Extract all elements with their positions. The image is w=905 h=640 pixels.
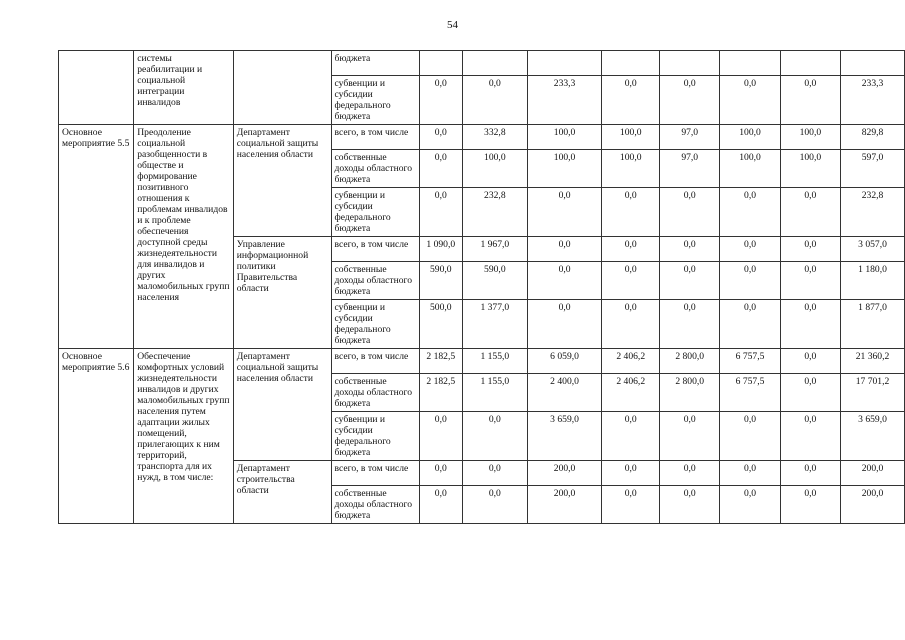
value-cell: 100,0 — [462, 150, 527, 188]
value-cell: 0,0 — [602, 461, 660, 486]
value-cell: 0,0 — [720, 188, 780, 237]
value-cell: 0,0 — [462, 76, 527, 125]
measure-title-cell: системы реабилитации и социальной интеграции инвалидов — [134, 51, 234, 125]
value-cell: 0,0 — [602, 486, 660, 524]
value-cell: 100,0 — [602, 150, 660, 188]
value-cell: 0,0 — [660, 262, 720, 300]
funding-source-cell: собственные доходы областного бюджета — [331, 374, 419, 412]
value-cell: 232,8 — [462, 188, 527, 237]
value-cell — [660, 51, 720, 76]
value-cell: 2 800,0 — [660, 349, 720, 374]
value-cell: 6 059,0 — [527, 349, 602, 374]
value-cell: 590,0 — [419, 262, 462, 300]
funding-source-cell: всего, в том числе — [331, 125, 419, 150]
executor-cell: Департамент социальной защиты населения области — [233, 349, 331, 461]
value-cell: 0,0 — [527, 300, 602, 349]
value-cell: 100,0 — [527, 150, 602, 188]
value-cell — [720, 51, 780, 76]
value-cell: 2 182,5 — [419, 374, 462, 412]
value-cell: 0,0 — [780, 237, 840, 262]
value-cell: 1 155,0 — [462, 374, 527, 412]
value-cell — [419, 51, 462, 76]
value-cell: 17 701,2 — [841, 374, 905, 412]
table-row — [59, 51, 905, 76]
executor-cell — [233, 51, 331, 125]
value-cell — [780, 51, 840, 76]
value-cell: 100,0 — [780, 125, 840, 150]
value-cell: 0,0 — [419, 150, 462, 188]
value-cell: 2 406,2 — [602, 349, 660, 374]
value-cell: 233,3 — [841, 76, 905, 125]
value-cell: 0,0 — [419, 76, 462, 125]
funding-source-cell: собственные доходы областного бюджета — [331, 486, 419, 524]
funding-source-cell: субвенции и субсидии федерального бюджета — [331, 300, 419, 349]
executor-cell: Департамент социальной защиты населения области — [233, 125, 331, 237]
table-row — [59, 125, 905, 150]
value-cell: 0,0 — [780, 349, 840, 374]
value-cell: 100,0 — [527, 125, 602, 150]
value-cell: 0,0 — [660, 76, 720, 125]
value-cell: 597,0 — [841, 150, 905, 188]
value-cell: 500,0 — [419, 300, 462, 349]
funding-source-cell: собственные доходы областного бюджета — [331, 262, 419, 300]
value-cell — [602, 51, 660, 76]
value-cell: 0,0 — [419, 486, 462, 524]
value-cell: 6 757,5 — [720, 374, 780, 412]
value-cell: 0,0 — [720, 412, 780, 461]
value-cell: 0,0 — [602, 262, 660, 300]
value-cell: 0,0 — [602, 237, 660, 262]
funding-source-cell: всего, в том числе — [331, 237, 419, 262]
value-cell: 0,0 — [527, 262, 602, 300]
value-cell: 1 180,0 — [841, 262, 905, 300]
measure-title-cell: Обеспечение комфортных условий жизнедеятельности инвалидов и других маломобильных групп населения путем адаптации жилых помещений, прилегающих к ним территорий, транспорта для их нужд, в том числе: — [134, 349, 234, 524]
value-cell: 1 090,0 — [419, 237, 462, 262]
value-cell: 0,0 — [660, 486, 720, 524]
funding-source-cell: субвенции и субсидии федерального бюджета — [331, 188, 419, 237]
value-cell: 0,0 — [780, 262, 840, 300]
value-cell — [841, 51, 905, 76]
value-cell: 0,0 — [720, 76, 780, 125]
value-cell: 232,8 — [841, 188, 905, 237]
value-cell: 1 877,0 — [841, 300, 905, 349]
value-cell: 200,0 — [527, 461, 602, 486]
funding-source-cell: собственные доходы областного бюджета — [331, 150, 419, 188]
value-cell: 3 057,0 — [841, 237, 905, 262]
value-cell: 0,0 — [720, 262, 780, 300]
value-cell: 3 659,0 — [841, 412, 905, 461]
value-cell: 0,0 — [602, 76, 660, 125]
value-cell: 100,0 — [602, 125, 660, 150]
measure-code-cell: Основное мероприятие 5.5 — [59, 125, 134, 349]
measure-code-cell: Основное мероприятие 5.6 — [59, 349, 134, 524]
value-cell: 233,3 — [527, 76, 602, 125]
value-cell: 0,0 — [780, 461, 840, 486]
value-cell: 0,0 — [419, 125, 462, 150]
value-cell: 0,0 — [602, 412, 660, 461]
value-cell: 97,0 — [660, 150, 720, 188]
value-cell — [527, 51, 602, 76]
value-cell: 0,0 — [419, 412, 462, 461]
value-cell: 2 406,2 — [602, 374, 660, 412]
value-cell: 332,8 — [462, 125, 527, 150]
budget-table — [58, 50, 905, 524]
value-cell: 0,0 — [419, 461, 462, 486]
value-cell: 0,0 — [602, 300, 660, 349]
value-cell: 200,0 — [841, 486, 905, 524]
value-cell: 200,0 — [841, 461, 905, 486]
funding-source-cell: субвенции и субсидии федерального бюджета — [331, 412, 419, 461]
value-cell: 0,0 — [462, 486, 527, 524]
value-cell: 0,0 — [780, 188, 840, 237]
value-cell: 200,0 — [527, 486, 602, 524]
value-cell: 2 182,5 — [419, 349, 462, 374]
value-cell: 0,0 — [780, 374, 840, 412]
value-cell: 0,0 — [660, 412, 720, 461]
value-cell: 0,0 — [780, 412, 840, 461]
value-cell: 0,0 — [419, 188, 462, 237]
value-cell — [462, 51, 527, 76]
executor-cell: Управление информационной политики Правительства области — [233, 237, 331, 349]
value-cell: 21 360,2 — [841, 349, 905, 374]
page-number: 54 — [447, 19, 458, 31]
value-cell: 100,0 — [720, 150, 780, 188]
value-cell: 1 967,0 — [462, 237, 527, 262]
executor-cell: Департамент строительства области — [233, 461, 331, 524]
value-cell: 0,0 — [720, 486, 780, 524]
value-cell: 97,0 — [660, 125, 720, 150]
value-cell: 100,0 — [780, 150, 840, 188]
value-cell: 0,0 — [720, 461, 780, 486]
funding-source-cell: бюджета — [331, 51, 419, 76]
measure-code-cell — [59, 51, 134, 125]
measure-title-cell: Преодоление социальной разобщенности в обществе и формирование позитивного отношения к проблемам инвалидов и к проблеме обеспечения доступной среды жизнедеятельности для инвалидов и других маломобильных групп населения — [134, 125, 234, 349]
value-cell: 3 659,0 — [527, 412, 602, 461]
value-cell: 2 800,0 — [660, 374, 720, 412]
value-cell: 0,0 — [527, 188, 602, 237]
value-cell: 100,0 — [720, 125, 780, 150]
value-cell: 0,0 — [660, 188, 720, 237]
value-cell: 0,0 — [462, 412, 527, 461]
value-cell: 0,0 — [660, 237, 720, 262]
funding-source-cell: всего, в том числе — [331, 461, 419, 486]
value-cell: 0,0 — [602, 188, 660, 237]
value-cell: 6 757,5 — [720, 349, 780, 374]
value-cell: 0,0 — [462, 461, 527, 486]
value-cell: 1 155,0 — [462, 349, 527, 374]
value-cell: 0,0 — [527, 237, 602, 262]
funding-source-cell: всего, в том числе — [331, 349, 419, 374]
value-cell: 0,0 — [660, 300, 720, 349]
value-cell: 0,0 — [780, 76, 840, 125]
value-cell: 1 377,0 — [462, 300, 527, 349]
value-cell: 829,8 — [841, 125, 905, 150]
funding-source-cell: субвенции и субсидии федерального бюджета — [331, 76, 419, 125]
value-cell: 0,0 — [780, 300, 840, 349]
value-cell: 2 400,0 — [527, 374, 602, 412]
value-cell: 0,0 — [660, 461, 720, 486]
value-cell: 0,0 — [720, 237, 780, 262]
table-row — [59, 349, 905, 374]
value-cell: 590,0 — [462, 262, 527, 300]
value-cell: 0,0 — [780, 486, 840, 524]
value-cell: 0,0 — [720, 300, 780, 349]
